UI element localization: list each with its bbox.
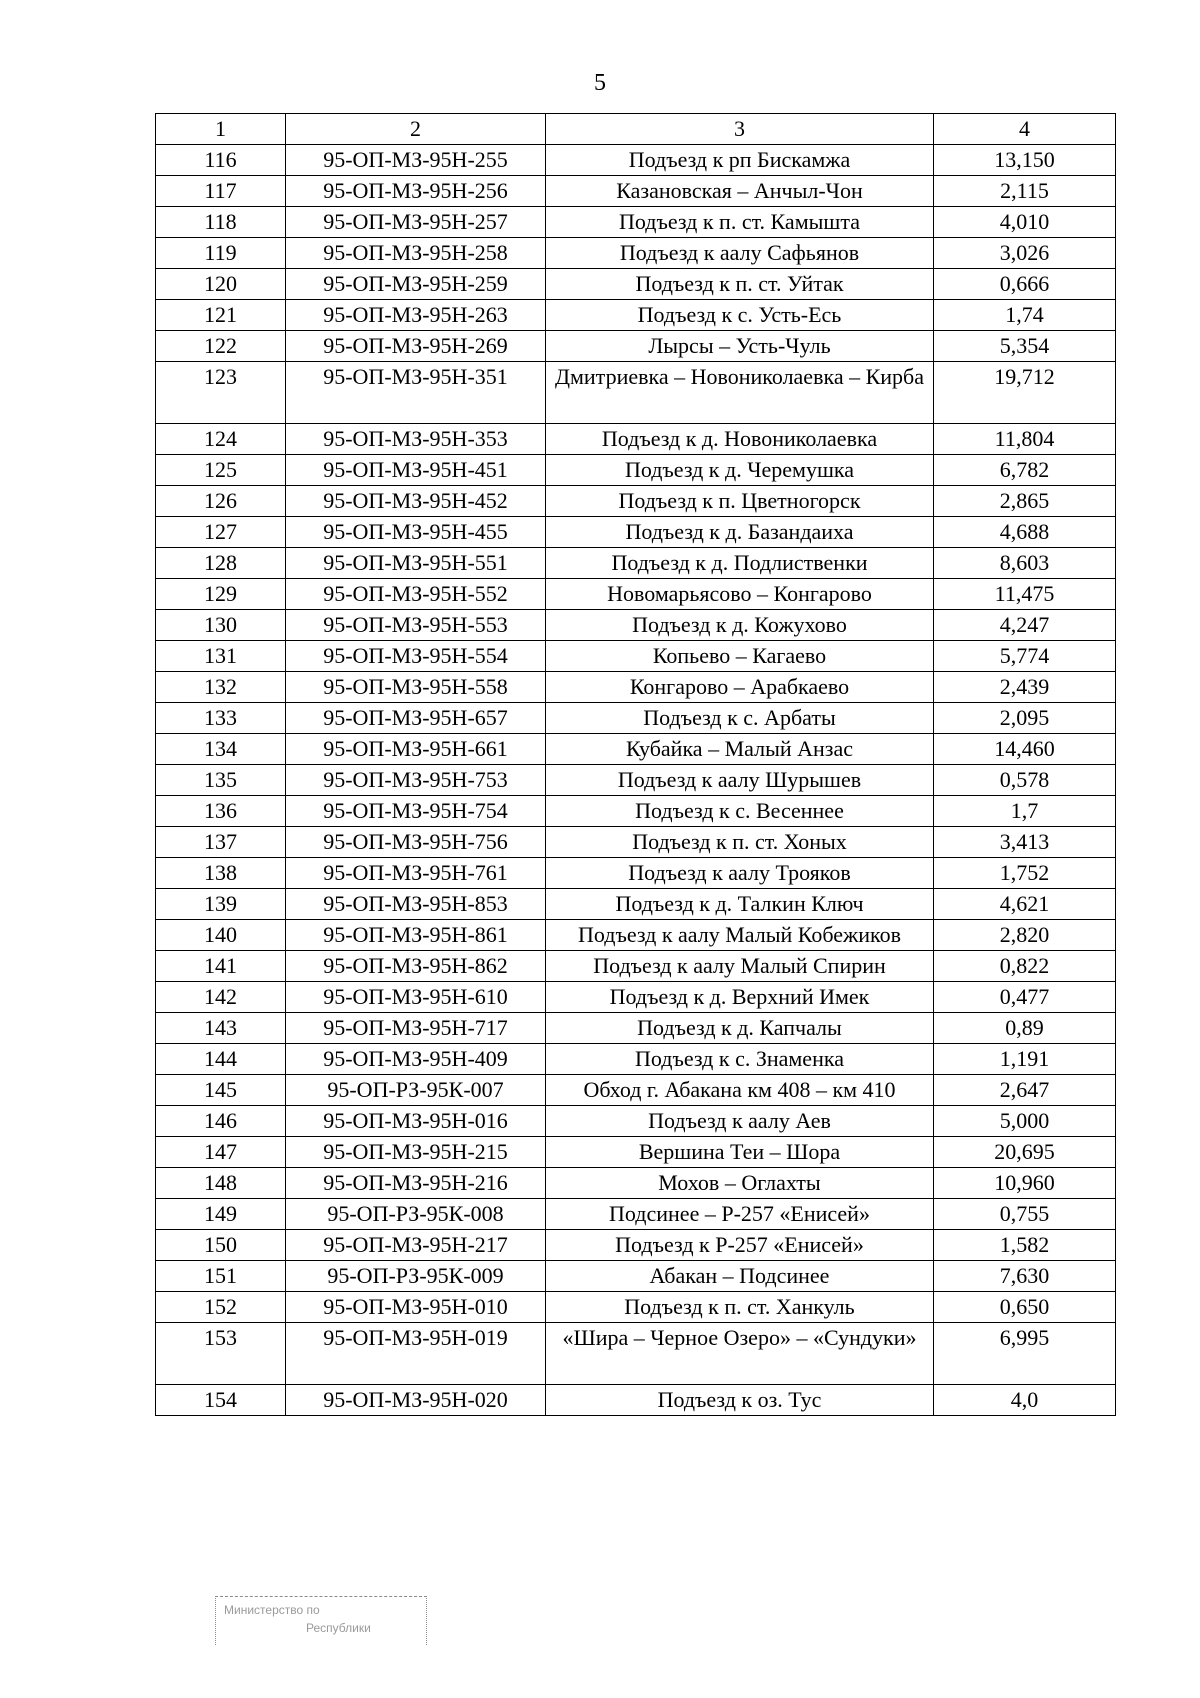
- road-code-cell: 95-ОП-МЗ-95Н-269: [286, 331, 546, 362]
- row-number-cell: 124: [156, 424, 286, 455]
- road-code-cell: 95-ОП-МЗ-95Н-754: [286, 796, 546, 827]
- row-number-cell: 119: [156, 238, 286, 269]
- road-code-cell: 95-ОП-МЗ-95Н-455: [286, 517, 546, 548]
- table-row: [156, 610, 1116, 641]
- table-row: [156, 176, 1116, 207]
- row-number-cell: 144: [156, 1044, 286, 1075]
- table-row: [156, 207, 1116, 238]
- row-number-cell: 134: [156, 734, 286, 765]
- road-name-cell: Подсинее – Р-257 «Енисей»: [546, 1199, 934, 1230]
- length-cell: 0,822: [934, 951, 1116, 982]
- road-name-cell: Подъезд к п. ст. Уйтак: [546, 269, 934, 300]
- row-number-cell: 118: [156, 207, 286, 238]
- length-cell: 0,477: [934, 982, 1116, 1013]
- table-row: [156, 486, 1116, 517]
- row-number-cell: 117: [156, 176, 286, 207]
- length-cell: 1,191: [934, 1044, 1116, 1075]
- row-number-cell: 146: [156, 1106, 286, 1137]
- page-number: 5: [594, 70, 606, 96]
- length-cell: 0,650: [934, 1292, 1116, 1323]
- road-code-cell: 95-ОП-МЗ-95Н-657: [286, 703, 546, 734]
- row-number-cell: 141: [156, 951, 286, 982]
- row-number-cell: 135: [156, 765, 286, 796]
- length-cell: 0,578: [934, 765, 1116, 796]
- row-number-cell: 149: [156, 1199, 286, 1230]
- road-code-cell: 95-ОП-МЗ-95Н-553: [286, 610, 546, 641]
- row-number-cell: 154: [156, 1385, 286, 1416]
- length-cell: 8,603: [934, 548, 1116, 579]
- row-number-cell: 126: [156, 486, 286, 517]
- road-code-cell: 95-ОП-МЗ-95Н-610: [286, 982, 546, 1013]
- table-row: [156, 1137, 1116, 1168]
- row-number-cell: 136: [156, 796, 286, 827]
- road-code-cell: 95-ОП-МЗ-95Н-258: [286, 238, 546, 269]
- road-code-cell: 95-ОП-МЗ-95Н-216: [286, 1168, 546, 1199]
- table-row: [156, 1013, 1116, 1044]
- length-cell: 0,89: [934, 1013, 1116, 1044]
- road-code-cell: 95-ОП-МЗ-95Н-452: [286, 486, 546, 517]
- length-cell: 4,010: [934, 207, 1116, 238]
- road-name-cell: Дмитриевка – Новониколаевка – Кирба: [546, 362, 934, 424]
- road-code-cell: 95-ОП-МЗ-95Н-554: [286, 641, 546, 672]
- road-name-cell: Подъезд к с. Арбаты: [546, 703, 934, 734]
- road-code-cell: 95-ОП-МЗ-95Н-551: [286, 548, 546, 579]
- row-number-cell: 116: [156, 145, 286, 176]
- road-code-cell: 95-ОП-МЗ-95Н-020: [286, 1385, 546, 1416]
- table-row: [156, 796, 1116, 827]
- road-code-cell: 95-ОП-РЗ-95К-009: [286, 1261, 546, 1292]
- road-code-cell: 95-ОП-МЗ-95Н-862: [286, 951, 546, 982]
- table-row: [156, 1199, 1116, 1230]
- length-cell: 2,095: [934, 703, 1116, 734]
- road-name-cell: Лырсы – Усть-Чуль: [546, 331, 934, 362]
- roads-table: [155, 113, 1116, 1416]
- length-cell: 3,413: [934, 827, 1116, 858]
- length-cell: 10,960: [934, 1168, 1116, 1199]
- road-code-cell: 95-ОП-МЗ-95Н-263: [286, 300, 546, 331]
- road-code-cell: 95-ОП-МЗ-95Н-255: [286, 145, 546, 176]
- road-name-cell: Подъезд к с. Усть-Есь: [546, 300, 934, 331]
- road-code-cell: 95-ОП-МЗ-95Н-451: [286, 455, 546, 486]
- road-name-cell: «Шира – Черное Озеро» – «Сундуки»: [546, 1323, 934, 1385]
- road-name-cell: Подъезд к д. Черемушка: [546, 455, 934, 486]
- row-number-cell: 125: [156, 455, 286, 486]
- table-row: [156, 548, 1116, 579]
- row-number-cell: 138: [156, 858, 286, 889]
- road-name-cell: Подъезд к аалу Малый Кобежиков: [546, 920, 934, 951]
- road-code-cell: 95-ОП-МЗ-95Н-215: [286, 1137, 546, 1168]
- road-name-cell: Подъезд к аалу Трояков: [546, 858, 934, 889]
- header-cell-3: 3: [546, 114, 934, 145]
- road-name-cell: Подъезд к п. ст. Ханкуль: [546, 1292, 934, 1323]
- road-name-cell: Подъезд к рп Бискамжа: [546, 145, 934, 176]
- length-cell: 0,755: [934, 1199, 1116, 1230]
- road-name-cell: Подъезд к д. Капчалы: [546, 1013, 934, 1044]
- road-name-cell: Обход г. Абакана км 408 – км 410: [546, 1075, 934, 1106]
- road-name-cell: Подъезд к п. ст. Камышта: [546, 207, 934, 238]
- table-row: [156, 1044, 1116, 1075]
- faded-stamp: [215, 1596, 427, 1645]
- road-code-cell: 95-ОП-МЗ-95Н-353: [286, 424, 546, 455]
- roads-table-container: [155, 113, 1116, 1416]
- table-row: [156, 1385, 1116, 1416]
- road-code-cell: 95-ОП-МЗ-95Н-756: [286, 827, 546, 858]
- road-name-cell: Подъезд к п. Цветногорск: [546, 486, 934, 517]
- table-row: [156, 579, 1116, 610]
- length-cell: 2,115: [934, 176, 1116, 207]
- row-number-cell: 142: [156, 982, 286, 1013]
- road-code-cell: 95-ОП-МЗ-95Н-259: [286, 269, 546, 300]
- road-name-cell: Подъезд к аалу Шурышев: [546, 765, 934, 796]
- road-name-cell: Подъезд к аалу Сафьянов: [546, 238, 934, 269]
- row-number-cell: 137: [156, 827, 286, 858]
- road-code-cell: 95-ОП-МЗ-95Н-217: [286, 1230, 546, 1261]
- row-number-cell: 129: [156, 579, 286, 610]
- table-row: [156, 238, 1116, 269]
- road-name-cell: Подъезд к аалу Малый Спирин: [546, 951, 934, 982]
- road-name-cell: Подъезд к п. ст. Хоных: [546, 827, 934, 858]
- row-number-cell: 147: [156, 1137, 286, 1168]
- road-code-cell: 95-ОП-МЗ-95Н-257: [286, 207, 546, 238]
- road-name-cell: Копьево – Кагаево: [546, 641, 934, 672]
- table-row: [156, 1075, 1116, 1106]
- row-number-cell: 145: [156, 1075, 286, 1106]
- row-number-cell: 132: [156, 672, 286, 703]
- road-code-cell: 95-ОП-МЗ-95Н-761: [286, 858, 546, 889]
- road-code-cell: 95-ОП-МЗ-95Н-019: [286, 1323, 546, 1385]
- row-number-cell: 128: [156, 548, 286, 579]
- length-cell: 1,74: [934, 300, 1116, 331]
- road-code-cell: 95-ОП-РЗ-95К-008: [286, 1199, 546, 1230]
- length-cell: 6,782: [934, 455, 1116, 486]
- table-row: [156, 455, 1116, 486]
- table-row: [156, 145, 1116, 176]
- table-row: [156, 672, 1116, 703]
- table-row: [156, 517, 1116, 548]
- row-number-cell: 150: [156, 1230, 286, 1261]
- table-row: [156, 858, 1116, 889]
- length-cell: 2,865: [934, 486, 1116, 517]
- length-cell: 11,804: [934, 424, 1116, 455]
- length-cell: 5,774: [934, 641, 1116, 672]
- table-row: [156, 424, 1116, 455]
- length-cell: 2,647: [934, 1075, 1116, 1106]
- road-code-cell: 95-ОП-МЗ-95Н-010: [286, 1292, 546, 1323]
- length-cell: 20,695: [934, 1137, 1116, 1168]
- row-number-cell: 139: [156, 889, 286, 920]
- road-name-cell: Конгарово – Арабкаево: [546, 672, 934, 703]
- row-number-cell: 131: [156, 641, 286, 672]
- row-number-cell: 127: [156, 517, 286, 548]
- table-row: [156, 362, 1116, 424]
- header-cell-4: 4: [934, 114, 1116, 145]
- road-code-cell: 95-ОП-РЗ-95К-007: [286, 1075, 546, 1106]
- row-number-cell: 122: [156, 331, 286, 362]
- row-number-cell: 130: [156, 610, 286, 641]
- table-row: [156, 982, 1116, 1013]
- length-cell: 0,666: [934, 269, 1116, 300]
- road-name-cell: Вершина Теи – Шора: [546, 1137, 934, 1168]
- stamp-text-line-1: Министерство по: [224, 1603, 320, 1617]
- road-code-cell: 95-ОП-МЗ-95Н-753: [286, 765, 546, 796]
- road-code-cell: 95-ОП-МЗ-95Н-256: [286, 176, 546, 207]
- table-row: [156, 300, 1116, 331]
- road-name-cell: Подъезд к д. Новониколаевка: [546, 424, 934, 455]
- road-name-cell: Подъезд к д. Талкин Ключ: [546, 889, 934, 920]
- table-row: [156, 889, 1116, 920]
- row-number-cell: 143: [156, 1013, 286, 1044]
- length-cell: 3,026: [934, 238, 1116, 269]
- length-cell: 4,247: [934, 610, 1116, 641]
- length-cell: 5,354: [934, 331, 1116, 362]
- table-row: [156, 703, 1116, 734]
- table-row: [156, 641, 1116, 672]
- road-code-cell: 95-ОП-МЗ-95Н-016: [286, 1106, 546, 1137]
- table-row: [156, 1106, 1116, 1137]
- table-row: [156, 1230, 1116, 1261]
- table-row: [156, 1292, 1116, 1323]
- row-number-cell: 148: [156, 1168, 286, 1199]
- length-cell: 4,0: [934, 1385, 1116, 1416]
- road-code-cell: 95-ОП-МЗ-95Н-853: [286, 889, 546, 920]
- length-cell: 14,460: [934, 734, 1116, 765]
- table-row: [156, 827, 1116, 858]
- road-code-cell: 95-ОП-МЗ-95Н-558: [286, 672, 546, 703]
- road-code-cell: 95-ОП-МЗ-95Н-552: [286, 579, 546, 610]
- length-cell: 7,630: [934, 1261, 1116, 1292]
- length-cell: 19,712: [934, 362, 1116, 424]
- road-name-cell: Подъезд к д. Верхний Имек: [546, 982, 934, 1013]
- length-cell: 1,582: [934, 1230, 1116, 1261]
- road-code-cell: 95-ОП-МЗ-95Н-661: [286, 734, 546, 765]
- road-name-cell: Подъезд к оз. Тус: [546, 1385, 934, 1416]
- row-number-cell: 133: [156, 703, 286, 734]
- road-name-cell: Казановская – Анчыл-Чон: [546, 176, 934, 207]
- row-number-cell: 140: [156, 920, 286, 951]
- road-name-cell: Подъезд к д. Базандаиха: [546, 517, 934, 548]
- table-row: [156, 951, 1116, 982]
- table-header-row: [156, 114, 1116, 145]
- stamp-text-line-2: Республики: [306, 1621, 371, 1635]
- road-name-cell: Кубайка – Малый Анзас: [546, 734, 934, 765]
- road-code-cell: 95-ОП-МЗ-95Н-409: [286, 1044, 546, 1075]
- table-row: [156, 765, 1116, 796]
- header-cell-1: 1: [156, 114, 286, 145]
- road-code-cell: 95-ОП-МЗ-95Н-351: [286, 362, 546, 424]
- road-name-cell: Новомарьясово – Конгарово: [546, 579, 934, 610]
- length-cell: 2,820: [934, 920, 1116, 951]
- table-row: [156, 331, 1116, 362]
- road-name-cell: Подъезд к аалу Аев: [546, 1106, 934, 1137]
- length-cell: 13,150: [934, 145, 1116, 176]
- length-cell: 1,7: [934, 796, 1116, 827]
- row-number-cell: 123: [156, 362, 286, 424]
- row-number-cell: 152: [156, 1292, 286, 1323]
- road-code-cell: 95-ОП-МЗ-95Н-861: [286, 920, 546, 951]
- table-row: [156, 734, 1116, 765]
- length-cell: 2,439: [934, 672, 1116, 703]
- length-cell: 11,475: [934, 579, 1116, 610]
- length-cell: 6,995: [934, 1323, 1116, 1385]
- road-name-cell: Мохов – Оглахты: [546, 1168, 934, 1199]
- road-name-cell: Подъезд к д. Подлиственки: [546, 548, 934, 579]
- table-row: [156, 1261, 1116, 1292]
- table-row: [156, 1168, 1116, 1199]
- length-cell: 5,000: [934, 1106, 1116, 1137]
- row-number-cell: 121: [156, 300, 286, 331]
- road-name-cell: Абакан – Подсинее: [546, 1261, 934, 1292]
- length-cell: 4,621: [934, 889, 1116, 920]
- table-row: [156, 1323, 1116, 1385]
- table-row: [156, 920, 1116, 951]
- road-code-cell: 95-ОП-МЗ-95Н-717: [286, 1013, 546, 1044]
- table-body: [156, 145, 1116, 1416]
- road-name-cell: Подъезд к Р-257 «Енисей»: [546, 1230, 934, 1261]
- road-name-cell: Подъезд к д. Кожухово: [546, 610, 934, 641]
- row-number-cell: 153: [156, 1323, 286, 1385]
- row-number-cell: 120: [156, 269, 286, 300]
- header-cell-2: 2: [286, 114, 546, 145]
- length-cell: 1,752: [934, 858, 1116, 889]
- road-name-cell: Подъезд к с. Знаменка: [546, 1044, 934, 1075]
- road-name-cell: Подъезд к с. Весеннее: [546, 796, 934, 827]
- length-cell: 4,688: [934, 517, 1116, 548]
- row-number-cell: 151: [156, 1261, 286, 1292]
- table-row: [156, 269, 1116, 300]
